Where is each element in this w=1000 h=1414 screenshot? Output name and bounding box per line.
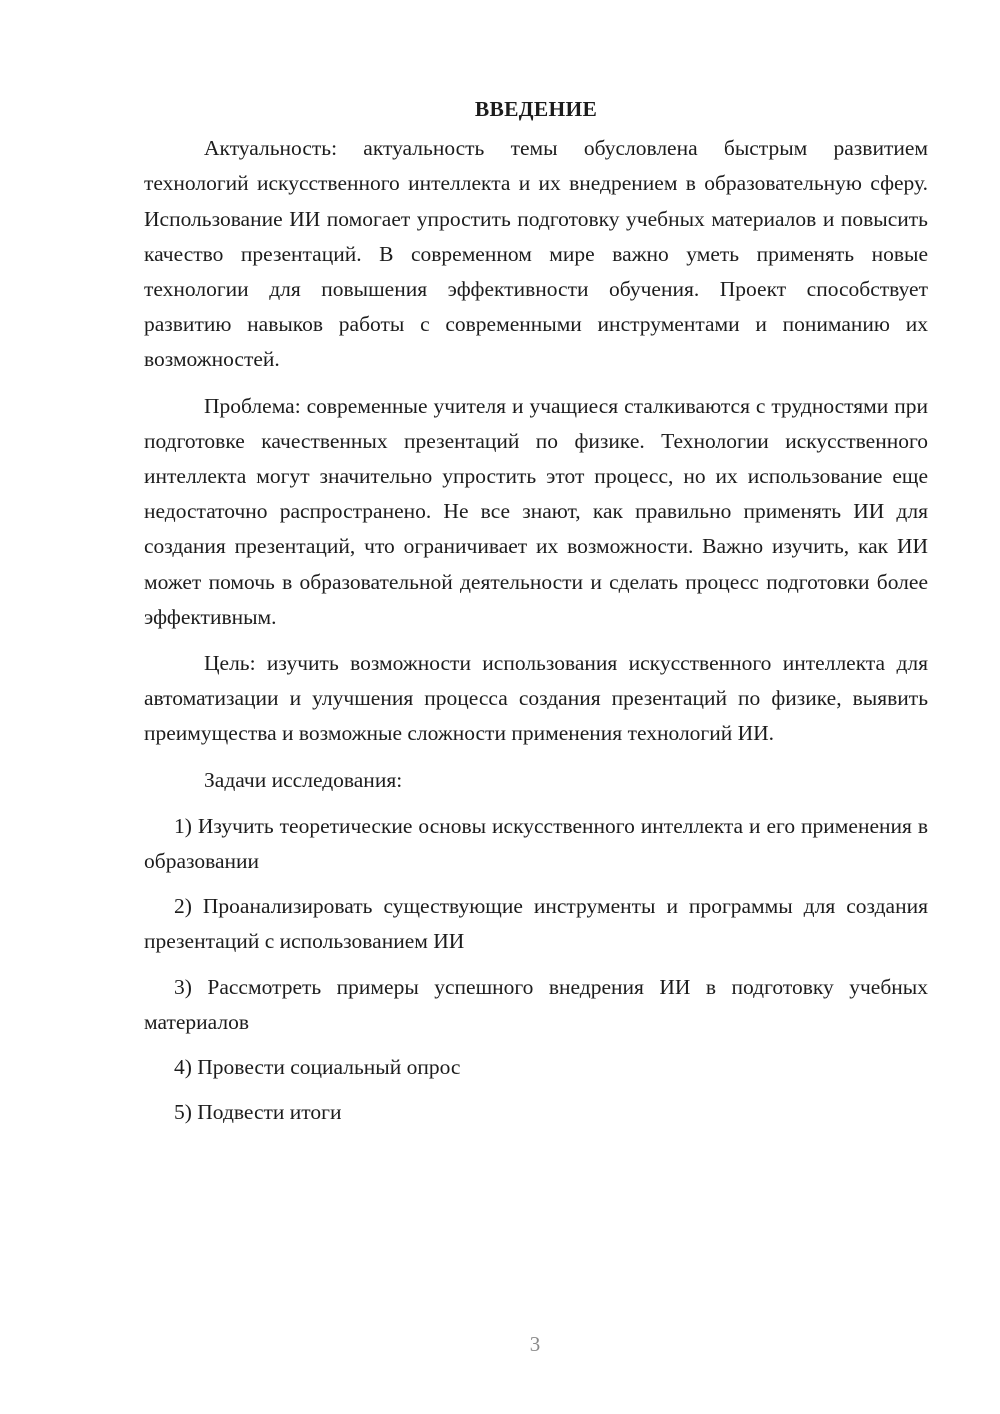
paragraph-goal: Цель: изучить возможности использования искусственного интеллекта для автоматизации и улучшения процесса создания презентаций по физике, выявить преимущества и возможные сложности применения технологий ИИ. xyxy=(144,651,928,746)
tasks-list xyxy=(144,809,928,1131)
tasks-intro: Задачи исследования: xyxy=(204,767,403,792)
page-number: 3 xyxy=(529,1332,541,1356)
document-page xyxy=(144,92,928,1140)
task-item-3: 3) Рассмотреть примеры успешного внедрения ИИ в подготовку учебных материалов xyxy=(144,974,928,1034)
paragraph-relevance: Актуальность: актуальность темы обусловлена быстрым развитием технологий искусственного интеллекта и их внедрением в образовательную сферу. Использование ИИ помогает упростить подготовку учебных материалов и повысить качество презентаций. В современном мире важно уметь применять новые технологии для повышения эффективности обучения. Проект способствует развитию навыков работы с современными инструментами и пониманию их возможностей. xyxy=(144,136,928,372)
task-item-5: 5) Подвести итоги xyxy=(174,1100,342,1125)
task-item-4: 4) Провести социальный опрос xyxy=(174,1055,461,1080)
section-heading: ВВЕДЕНИЕ xyxy=(474,97,598,121)
task-item-1: 1) Изучить теоретические основы искусственного интеллекта и его применения в образовании xyxy=(144,813,928,874)
paragraph-problem: Проблема: современные учителя и учащиеся сталкиваются с трудностями при подготовке качественных презентаций по физике. Технологии искусственного интеллекта могут значительно упростить этот процесс, но их использование еще недостаточно распространено. Не все знают, как правильно применять ИИ для создания презентаций, что ограничивает их возможности. Важно изучить, как ИИ может помочь в образовательной деятельности и сделать процесс подготовки более эффективным. xyxy=(144,393,928,629)
task-item-2: 2) Проанализировать существующие инструменты и программы для создания презентаций с использованием ИИ xyxy=(144,894,928,954)
